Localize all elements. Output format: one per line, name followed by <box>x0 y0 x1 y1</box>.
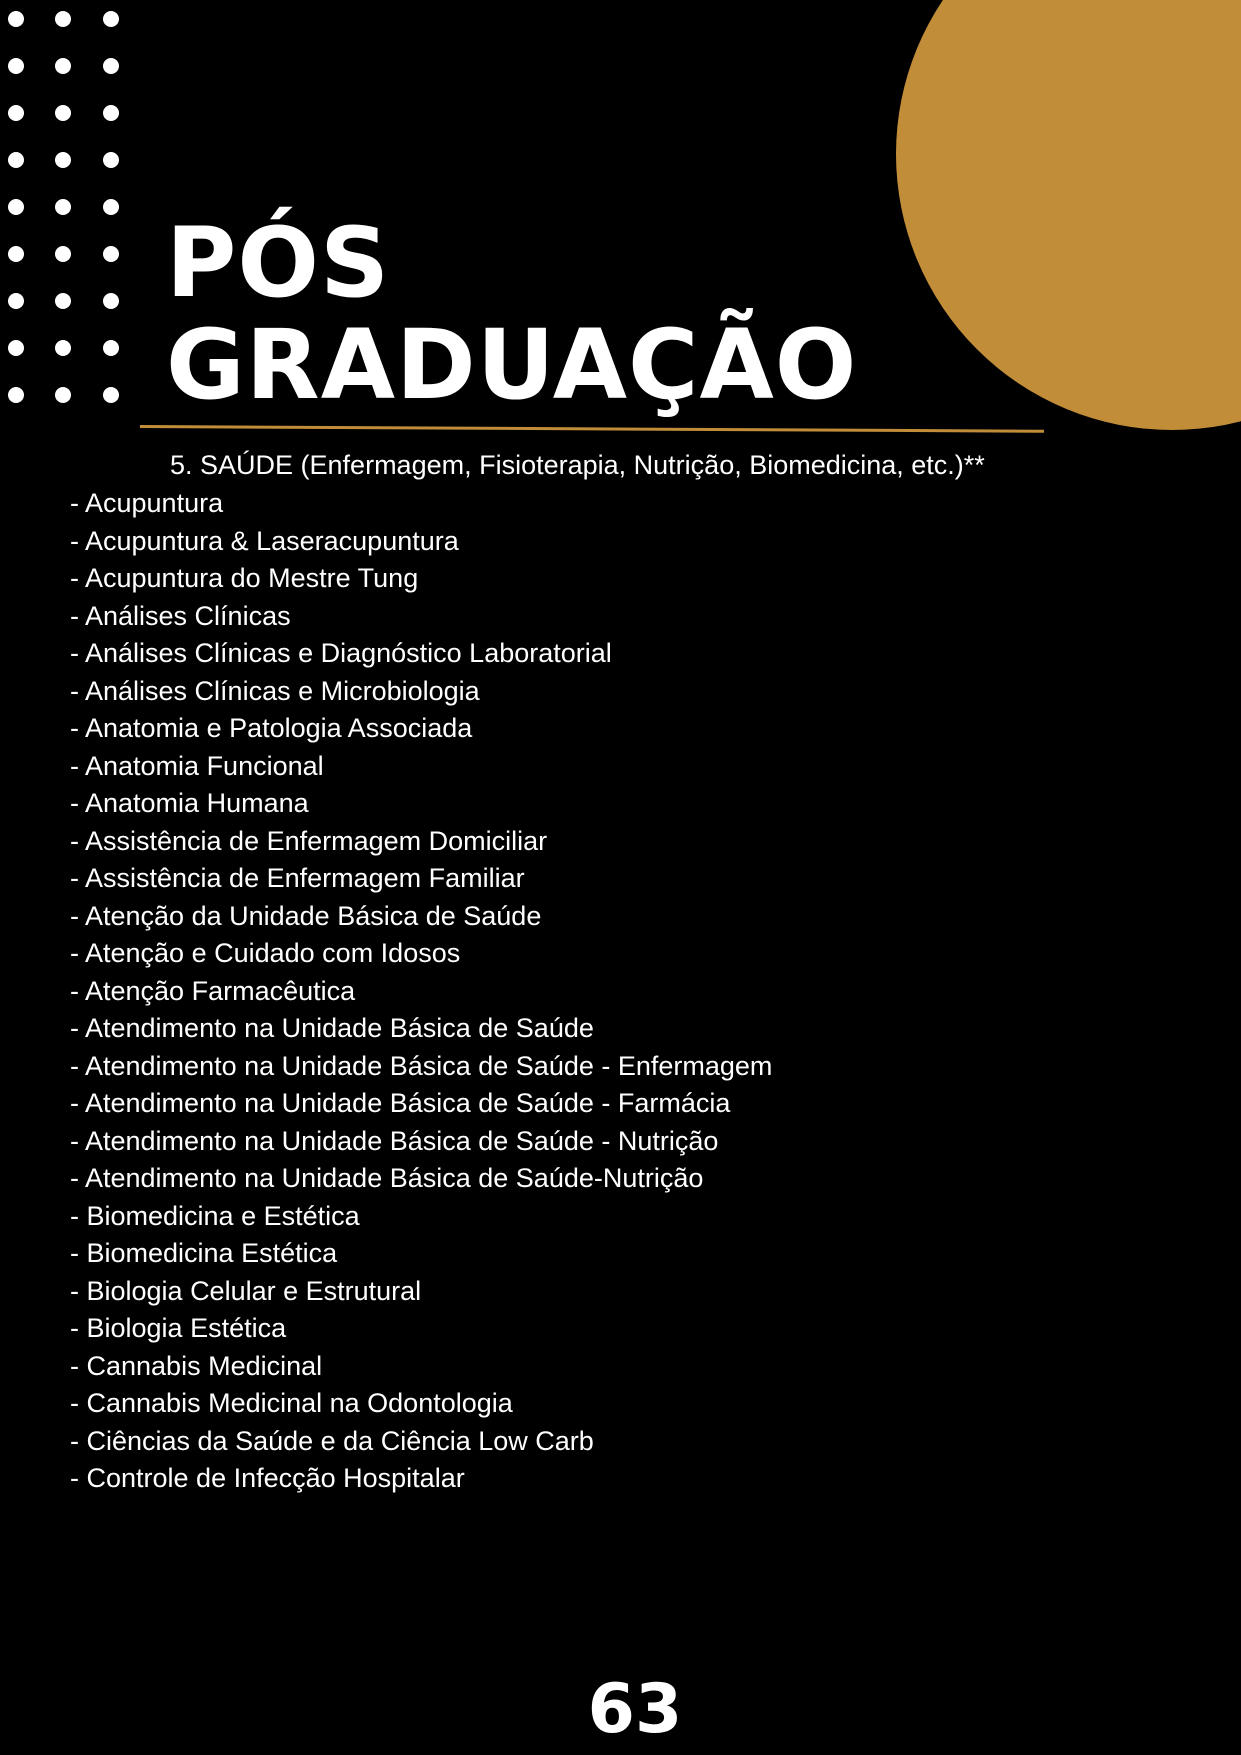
course-list-item: - Anatomia Humana <box>70 788 309 818</box>
decorative-dot <box>8 293 24 309</box>
decorative-dot <box>55 152 71 168</box>
course-list-item: - Biomedicina Estética <box>70 1238 338 1268</box>
course-list-item: - Cannabis Medicinal <box>70 1350 323 1381</box>
course-list-item: - Anatomia Funcional <box>70 750 324 781</box>
decorative-dot <box>8 387 24 403</box>
decorative-dot <box>8 58 24 74</box>
decorative-dot <box>8 340 24 356</box>
page-title-line-1: PÓS <box>166 207 391 319</box>
course-list-item: - Biologia Estética <box>70 1313 287 1343</box>
course-list-item: - Atenção e Cuidado com Idosos <box>70 938 461 968</box>
decorative-dot <box>103 199 119 215</box>
course-list-item: - Atendimento na Unidade Básica de Saúde <box>70 1013 594 1043</box>
decorative-dot <box>103 387 119 403</box>
decorative-dot <box>55 58 71 74</box>
decorative-dot <box>8 152 24 168</box>
section-heading: 5. SAÚDE (Enfermagem, Fisioterapia, Nutrição, Biomedicina, etc.)** <box>170 450 985 480</box>
page-number: 63 <box>587 1670 683 1749</box>
decorative-gold-circle <box>896 0 1241 430</box>
course-list-item: - Atendimento na Unidade Básica de Saúde - Enfermagem <box>70 1050 773 1081</box>
course-list-item: - Controle de Infecção Hospitalar <box>70 1463 465 1493</box>
course-list-item: - Anatomia e Patologia Associada <box>70 713 473 743</box>
course-list-item: - Assistência de Enfermagem Domiciliar <box>70 825 548 856</box>
decorative-dot <box>55 387 71 403</box>
course-list-item: - Atendimento na Unidade Básica de Saúde-Nutrição <box>70 1163 704 1193</box>
decorative-dot <box>55 199 71 215</box>
title-divider <box>140 425 1044 433</box>
course-list-item: - Análises Clínicas e Microbiologia <box>70 675 480 706</box>
course-list-item: - Análises Clínicas e Diagnóstico Laboratorial <box>70 638 612 668</box>
course-list-item: - Biologia Celular e Estrutural <box>70 1275 422 1306</box>
decorative-dot <box>8 105 24 121</box>
decorative-dot <box>103 105 119 121</box>
course-list-item: - Atenção Farmacêutica <box>70 975 356 1006</box>
decorative-dot <box>8 199 24 215</box>
decorative-dot <box>55 105 71 121</box>
decorative-dot <box>55 11 71 27</box>
decorative-dot <box>103 58 119 74</box>
course-list-item: - Acupuntura <box>70 488 224 518</box>
decorative-dot <box>55 246 71 262</box>
course-list <box>70 485 772 1498</box>
course-list-item: - Biomedicina e Estética <box>70 1200 360 1231</box>
course-list-item: - Atendimento na Unidade Básica de Saúde - Nutrição <box>70 1125 719 1156</box>
course-list-item: - Cannabis Medicinal na Odontologia <box>70 1388 513 1418</box>
decorative-dot <box>8 11 24 27</box>
decorative-dot <box>103 340 119 356</box>
course-list-item: - Assistência de Enfermagem Familiar <box>70 863 525 893</box>
course-list-item: - Acupuntura do Mestre Tung <box>70 563 419 593</box>
decorative-dot <box>103 152 119 168</box>
course-list-item: - Análises Clínicas <box>70 600 291 631</box>
decorative-dot <box>103 293 119 309</box>
decorative-dot-grid <box>8 11 128 411</box>
decorative-dot <box>103 11 119 27</box>
decorative-dot <box>55 340 71 356</box>
course-list-item: - Atendimento na Unidade Básica de Saúde - Farmácia <box>70 1088 731 1118</box>
course-list-item: - Ciências da Saúde e da Ciência Low Carb <box>70 1425 594 1456</box>
decorative-dot <box>8 246 24 262</box>
decorative-dot <box>103 246 119 262</box>
course-list-item: - Acupuntura & Laseracupuntura <box>70 525 459 556</box>
course-list-item: - Atenção da Unidade Básica de Saúde <box>70 900 542 931</box>
page-title <box>166 207 858 421</box>
decorative-dot <box>55 293 71 309</box>
page-title-line-2: GRADUAÇÃO <box>166 309 858 421</box>
